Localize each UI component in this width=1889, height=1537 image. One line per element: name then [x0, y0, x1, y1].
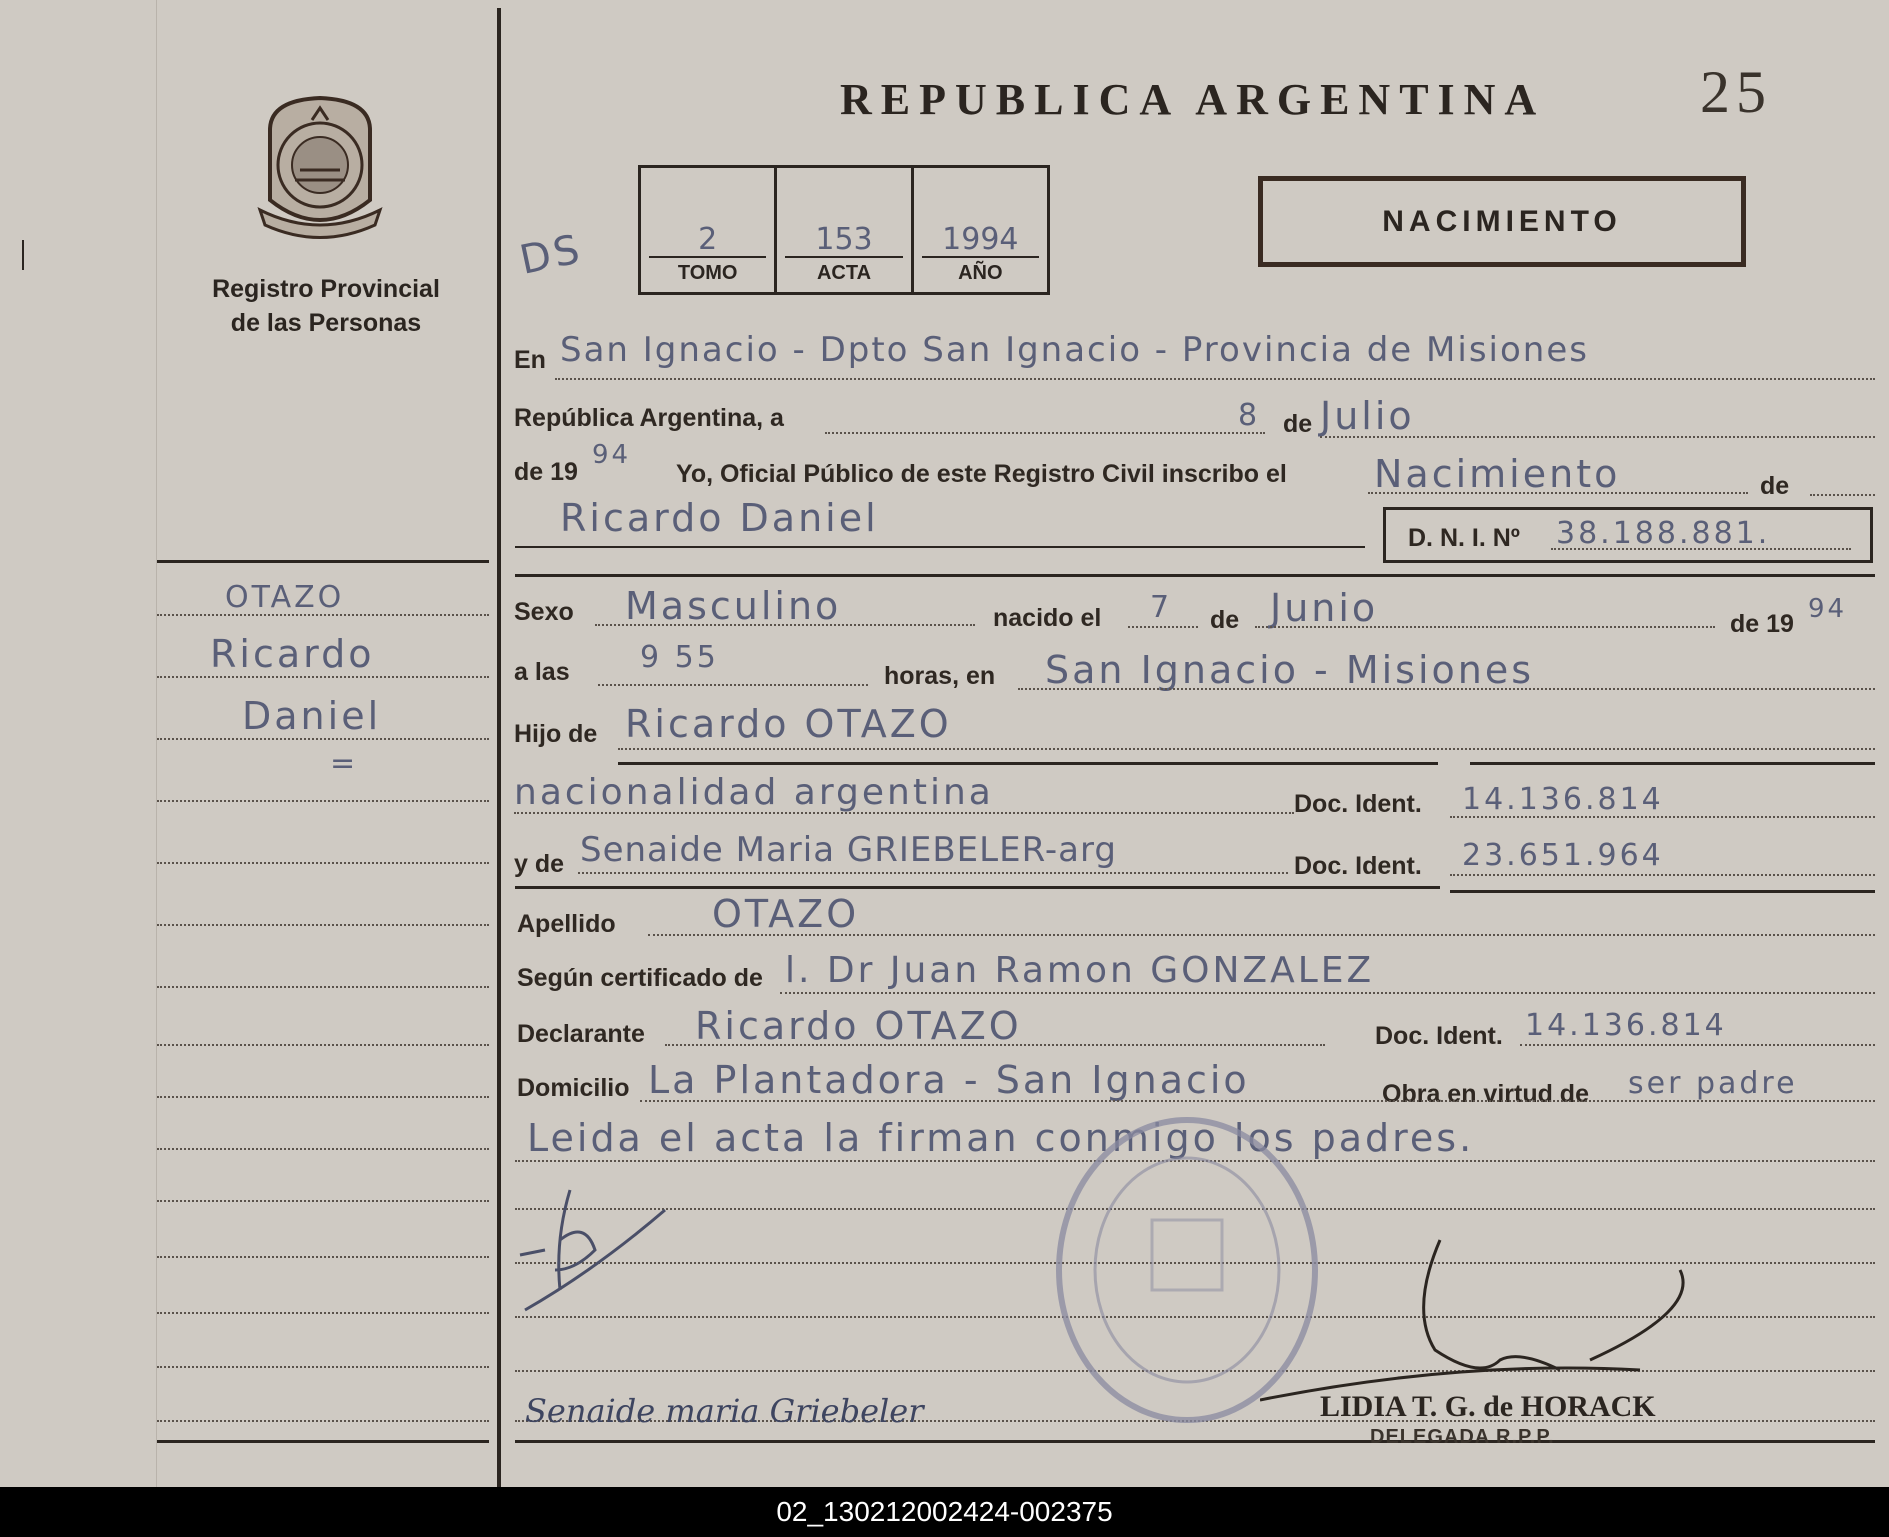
day-de-label: de — [1283, 410, 1313, 438]
father-doc-value: 14.136.814 — [1462, 782, 1664, 817]
yo-text: Yo, Oficial Público de este Registro Civil inscribo el — [676, 460, 1287, 488]
margin-line — [157, 924, 489, 926]
apellido-dotted-line — [648, 934, 1875, 936]
margin-initials: DS — [515, 226, 587, 284]
birth-de-label: de — [1210, 606, 1240, 634]
certificado-label: Según certificado de — [517, 964, 763, 992]
birth-place-dotted-line — [1018, 688, 1875, 690]
mother-name-value: Senaide Maria GRIEBELER-arg — [580, 830, 1117, 870]
republica-label: República Argentina, a — [514, 404, 784, 432]
margin-rule-bottom — [157, 1440, 489, 1443]
birth-place-value: San Ignacio - Misiones — [1045, 648, 1535, 692]
act-type-tail-line — [1810, 494, 1875, 496]
acta-underline — [785, 256, 902, 258]
mother-rule-left — [515, 886, 1440, 889]
y-de-label: y de — [514, 850, 565, 878]
tomo-underline — [649, 256, 766, 258]
margin-line — [157, 1366, 489, 1368]
declarante-label: Declarante — [517, 1020, 645, 1048]
margin-first-name: Ricardo — [210, 632, 375, 676]
bottom-rule-right — [515, 1440, 1875, 1443]
father-signature-icon — [515, 1180, 675, 1340]
acta-value: 153 — [815, 222, 873, 257]
father-name-dotted-line — [618, 748, 1875, 750]
declarante-doc-value: 14.136.814 — [1525, 1008, 1727, 1043]
en-label: En — [514, 346, 546, 374]
month-value: Julio — [1320, 394, 1415, 438]
registry-name-line2: de las Personas — [230, 309, 422, 337]
dni-dotted-line — [1551, 548, 1851, 550]
child-name-underline — [515, 546, 1365, 548]
margin-line — [157, 862, 489, 864]
month-dotted-line — [1320, 436, 1875, 438]
anio-label: AÑO — [958, 262, 1003, 284]
obra-value: ser padre — [1628, 1066, 1798, 1101]
tomo-value: 2 — [698, 222, 718, 257]
margin-line — [157, 1044, 489, 1046]
section-rule-top — [515, 574, 1875, 577]
sexo-label: Sexo — [514, 598, 574, 626]
anio-underline — [922, 256, 1039, 258]
document-type-box — [1258, 176, 1746, 267]
official-name: LIDIA T. G. de HORACK — [1320, 1390, 1656, 1423]
father-rule-left — [618, 762, 1438, 765]
act-type-dotted-line — [1368, 492, 1748, 494]
sexo-value: Masculino — [625, 584, 842, 628]
margin-line — [157, 1096, 489, 1098]
mother-doc-value: 23.651.964 — [1462, 838, 1664, 873]
margin-line — [157, 738, 489, 740]
year-suffix: 94 — [592, 440, 632, 470]
domicilio-dotted-line — [640, 1100, 1875, 1102]
apellido-label: Apellido — [517, 910, 616, 938]
act-type-de-label: de — [1760, 472, 1790, 500]
father-rule-right — [1470, 762, 1875, 765]
left-column-divider — [497, 8, 501, 1487]
father-doc-dotted-line — [1450, 816, 1875, 818]
official-title: DELEGADA R.P.P. — [1370, 1426, 1555, 1448]
place-value: San Ignacio - Dpto San Ignacio - Provincia de Misiones — [560, 330, 1589, 370]
year-prefix: de 19 — [514, 458, 578, 486]
record-table — [638, 165, 1050, 295]
domicilio-value: La Plantadora - San Ignacio — [648, 1058, 1250, 1102]
margin-mark: = — [330, 746, 359, 781]
margin-line — [157, 1420, 489, 1422]
birth-year-label: de 19 — [1730, 610, 1794, 638]
tomo-cell — [641, 168, 777, 292]
child-name-value: Ricardo Daniel — [560, 496, 879, 540]
anio-cell — [914, 168, 1047, 292]
margin-line — [157, 1312, 489, 1314]
father-doc-label: Doc. Ident. — [1294, 790, 1422, 818]
father-nationality-dotted-line — [514, 812, 1294, 814]
left-edge-tick — [156, 0, 157, 1487]
obra-label: Obra en virtud de — [1382, 1080, 1589, 1108]
sexo-dotted-line — [595, 624, 975, 626]
margin-line — [157, 1256, 489, 1258]
margin-surname: OTAZO — [225, 580, 345, 615]
margin-line — [157, 614, 489, 616]
mother-doc-dotted-line — [1450, 874, 1875, 876]
horas-label: horas, en — [884, 662, 996, 690]
birth-year-suffix: 94 — [1808, 594, 1848, 624]
dni-label: D. N. I. Nº — [1408, 524, 1520, 552]
registry-name-line1: Registro Provincial — [212, 275, 440, 303]
certificado-value: l. Dr Juan Ramon GONZALEZ — [785, 950, 1375, 991]
acta-label: ACTA — [816, 262, 872, 284]
birth-day-value: 7 — [1150, 590, 1173, 625]
tomo-label: TOMO — [677, 262, 738, 284]
margin-second-name: Daniel — [242, 694, 382, 738]
closing-note: Leida el acta la firman conmigo los padres. — [527, 1116, 1475, 1160]
mother-doc-label: Doc. Ident. — [1294, 852, 1422, 880]
margin-rule-top — [157, 560, 489, 563]
hour-value: 9 55 — [640, 640, 719, 675]
margin-line — [157, 1148, 489, 1150]
margin-line — [157, 986, 489, 988]
acta-cell — [777, 168, 913, 292]
mother-rule-right — [1450, 890, 1875, 893]
birth-day-dotted-line — [1128, 626, 1198, 628]
margin-line — [157, 676, 489, 678]
certificado-dotted-line — [780, 992, 1875, 994]
dni-value: 38.188.881. — [1556, 516, 1771, 551]
margin-line — [157, 800, 489, 802]
center-gutter-line — [22, 240, 24, 270]
declarante-dotted-line — [665, 1044, 1325, 1046]
republica-dotted-line — [825, 432, 1265, 434]
declarante-value: Ricardo OTAZO — [695, 1004, 1022, 1048]
dni-box — [1383, 507, 1873, 563]
declarante-doc-dotted-line — [1520, 1044, 1875, 1046]
mother-signature: Senaide maria Griebeler — [525, 1392, 924, 1430]
country-title: REPUBLICA ARGENTINA — [840, 75, 1546, 124]
document-type: NACIMIENTO — [1382, 204, 1622, 238]
mother-name-dotted-line — [578, 872, 1288, 874]
nacido-label: nacido el — [993, 604, 1102, 632]
margin-line — [157, 1200, 489, 1202]
place-dotted-line — [555, 378, 1875, 380]
birth-month-dotted-line — [1255, 626, 1715, 628]
official-signature-icon — [1260, 1230, 1720, 1410]
birth-month-value: Junio — [1270, 586, 1379, 630]
apellido-value: OTAZO — [712, 892, 860, 936]
registry-name — [206, 272, 446, 340]
hijo-label: Hijo de — [514, 720, 598, 748]
page-number: 25 — [1700, 59, 1772, 125]
domicilio-label: Domicilio — [517, 1074, 630, 1102]
father-name-value: Ricardo OTAZO — [625, 702, 952, 746]
father-nationality-value: nacionalidad argentina — [514, 772, 994, 813]
hour-dotted-line — [598, 684, 868, 686]
declarante-doc-label: Doc. Ident. — [1375, 1022, 1503, 1050]
day-value: 8 — [1238, 398, 1261, 433]
image-id-text: 02_130212002424-002375 — [776, 1496, 1113, 1527]
a-las-label: a las — [514, 658, 570, 686]
act-type-value: Nacimiento — [1374, 452, 1621, 496]
image-id-footer — [0, 1487, 1889, 1537]
misiones-seal-icon — [250, 90, 390, 240]
anio-value: 1994 — [942, 222, 1019, 257]
